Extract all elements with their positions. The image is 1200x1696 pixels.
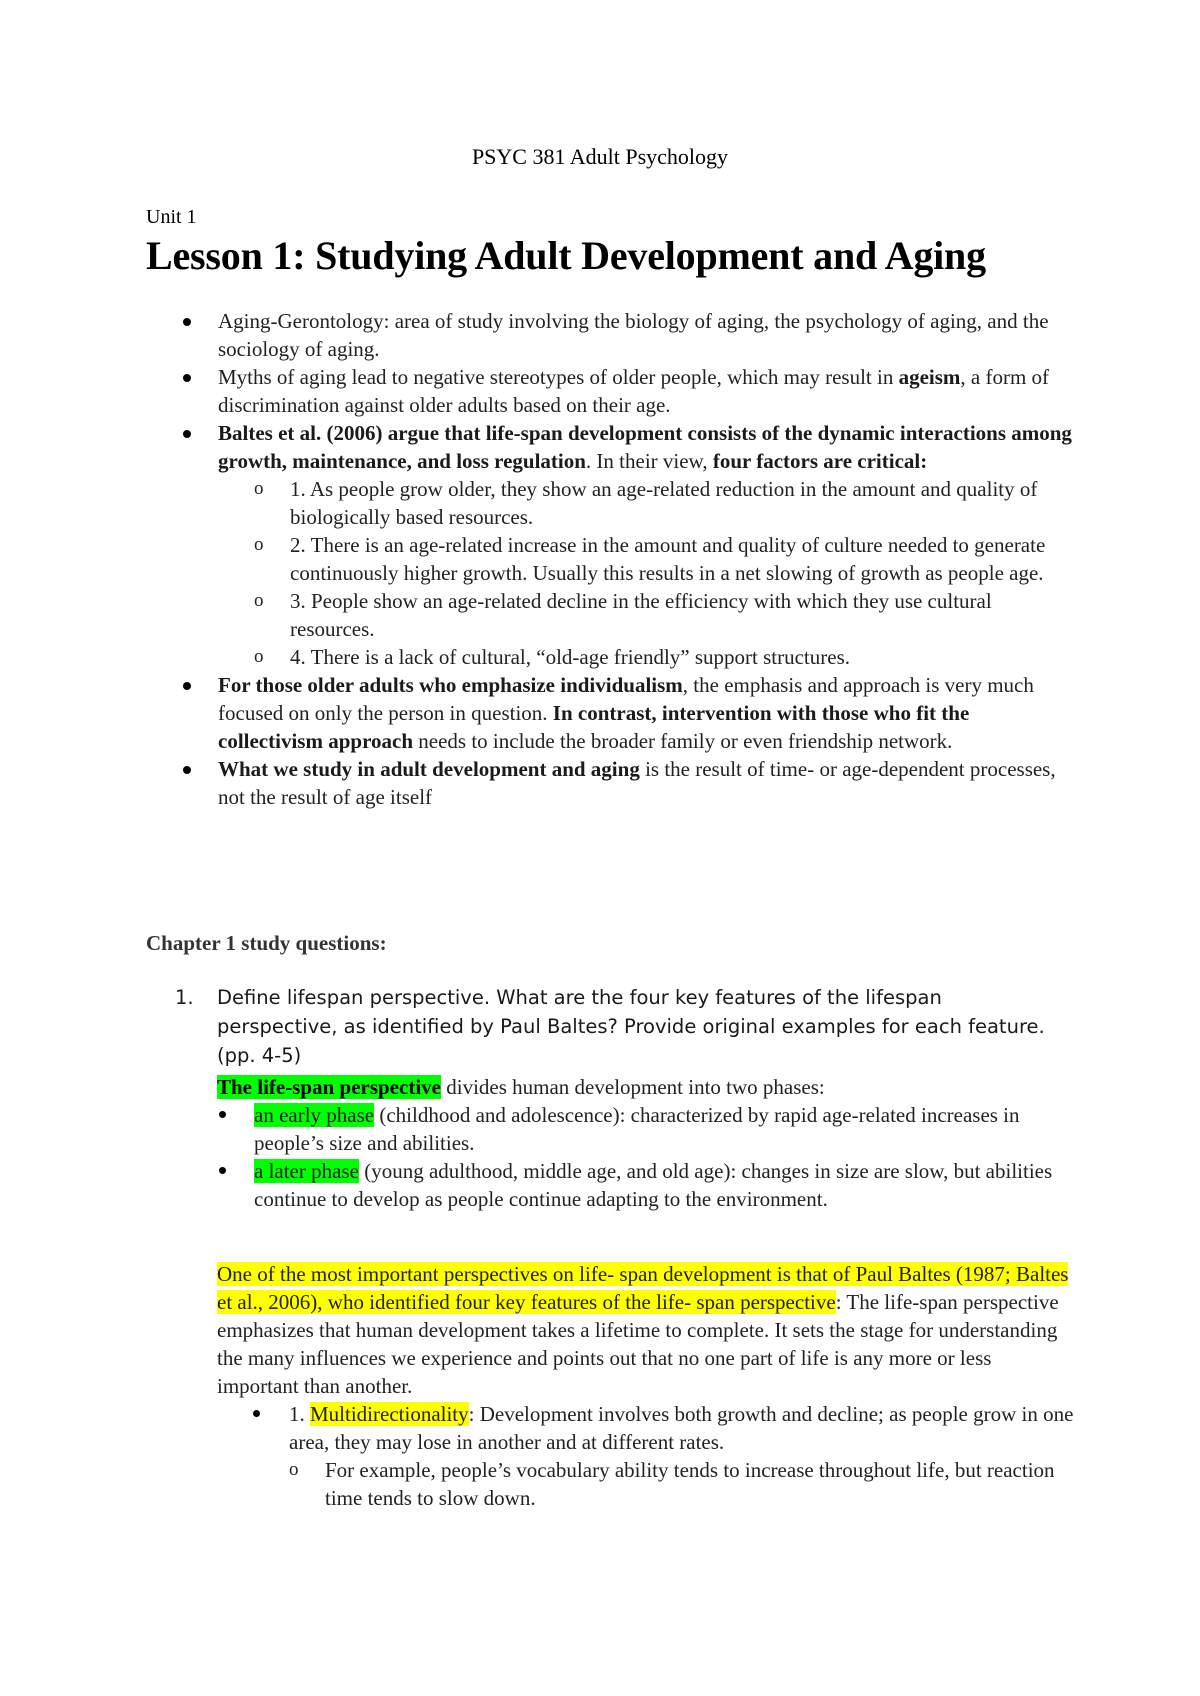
text: Myths of aging lead to negative stereotypes of older people, which may result in <box>218 365 899 389</box>
baltes-text: : The life-span perspective emphasizes that human development takes a lifetime to complete. It sets the stage for understanding the many influences we experience and points out that no one part of life is any more or less important than another. <box>217 1290 1059 1398</box>
bullet-dot <box>183 682 191 690</box>
bold-text: ageism <box>898 365 961 389</box>
factor-item <box>146 531 1076 587</box>
feature-number: 1. <box>289 1402 310 1426</box>
lesson-bullet <box>146 307 1076 363</box>
lesson-bullet-list <box>146 307 1076 811</box>
text: . In their view, <box>585 449 713 473</box>
sub-bullet-marker: o <box>254 590 264 611</box>
factor-list <box>218 475 1076 671</box>
factor-text: 3. People show an age-related decline in the efficiency with which they use cultural resources. <box>290 589 992 641</box>
phase-text: (childhood and adolescence): characterized by rapid age-related increases in people’s size and abilities. <box>254 1103 1020 1155</box>
question-number: 1. <box>175 986 194 1009</box>
sub-bullet-marker: o <box>254 646 264 667</box>
phase-item <box>217 1157 1077 1213</box>
answer-intro-text: divides human development into two phases: <box>440 1075 825 1099</box>
lesson-bullet <box>146 671 1076 755</box>
highlight-life-span-perspective: The life-span perspective <box>217 1075 441 1099</box>
lesson-title: Lesson 1: Studying Adult Development and Aging <box>146 233 986 278</box>
factor-text: 4. There is a lack of cultural, “old-age friendly” support structures. <box>290 645 850 669</box>
sub-bullet-marker: o <box>254 534 264 555</box>
text: , a form of discrimination against older adults based on their age. <box>218 365 1050 417</box>
phase-list <box>217 1101 1077 1213</box>
factor-item <box>146 643 1076 671</box>
factor-item <box>146 475 1076 531</box>
lesson-bullet <box>146 363 1076 419</box>
example-list <box>289 1456 1077 1512</box>
example-item <box>289 1456 1077 1512</box>
sub-bullet-marker: o <box>289 1459 299 1480</box>
phase-item <box>217 1101 1077 1157</box>
chapter-heading: Chapter 1 study questions: <box>146 931 387 955</box>
bullet-dot <box>219 1167 226 1174</box>
question-text: Define lifespan perspective. What are the four key features of the lifespan perspective, as identified by Paul Baltes? Provide original examples for each feature. (pp. 4-5) <box>217 986 1045 1067</box>
answer-block <box>217 1073 1077 1213</box>
bullet-dot <box>219 1111 226 1118</box>
baltes-highlight: One of the most important perspectives on life- span development is that of Paul Baltes (1987; Baltes et al., 2006), who identified four key features of the life- span perspective <box>217 1262 1069 1314</box>
text: is the result of time- or age-dependent processes, not the result of age itself <box>218 757 1056 809</box>
answer-intro <box>217 1073 1077 1101</box>
feature-list <box>217 1400 1077 1512</box>
factor-text: 2. There is an age-related increase in the amount and quality of culture needed to generate continuously higher growth. Usually this results in a net slowing of growth as people age. <box>290 533 1046 585</box>
baltes-paragraph <box>217 1260 1077 1512</box>
lesson-bullet <box>146 419 1076 671</box>
text: Aging-Gerontology: area of study involving the biology of aging, the psychology of aging, and the sociology of aging. <box>218 309 1049 361</box>
study-question <box>175 983 1055 1070</box>
bold-text: Baltes et al. (2006) argue that life-span development consists of the dynamic interactions among growth, maintenance, and loss regulation <box>218 421 1072 473</box>
bold-text: For those older adults who emphasize individualism <box>218 673 683 697</box>
lesson-notes <box>146 307 1076 811</box>
bold-text: In contrast, intervention with those who fit the collectivism approach <box>218 701 970 753</box>
bold-text: What we study in adult development and aging <box>218 757 640 781</box>
factor-item <box>146 587 1076 643</box>
feature-highlight: Multidirectionality <box>310 1402 469 1426</box>
bold-text: four factors are critical: <box>712 449 928 473</box>
bullet-dot <box>183 318 191 326</box>
lesson-bullet <box>146 755 1076 811</box>
feature-item <box>217 1400 1077 1512</box>
phase-highlight: an early phase <box>254 1103 375 1127</box>
bullet-dot <box>253 1410 260 1417</box>
example-text: For example, people’s vocabulary ability tends to increase throughout life, but reaction time tends to slow down. <box>325 1458 1055 1510</box>
phase-text: (young adulthood, middle age, and old age): changes in size are slow, but abilities continue to develop as people continue adapting to the environment. <box>254 1159 1053 1211</box>
feature-text: : Development involves both growth and decline; as people grow in one area, they may lose in another and at different rates. <box>289 1402 1074 1454</box>
bullet-dot <box>183 766 191 774</box>
course-title: PSYC 381 Adult Psychology <box>471 144 729 169</box>
text: , the emphasis and approach is very much focused on only the person in question. <box>218 673 1034 725</box>
factor-text: 1. As people grow older, they show an age-related reduction in the amount and quality of biologically based resources. <box>290 477 1038 529</box>
unit-label: Unit 1 <box>146 206 197 228</box>
bullet-dot <box>183 430 191 438</box>
text: needs to include the broader family or even friendship network. <box>413 729 953 753</box>
bullet-dot <box>183 374 191 382</box>
sub-bullet-marker: o <box>254 478 264 499</box>
phase-highlight: a later phase <box>254 1159 359 1183</box>
